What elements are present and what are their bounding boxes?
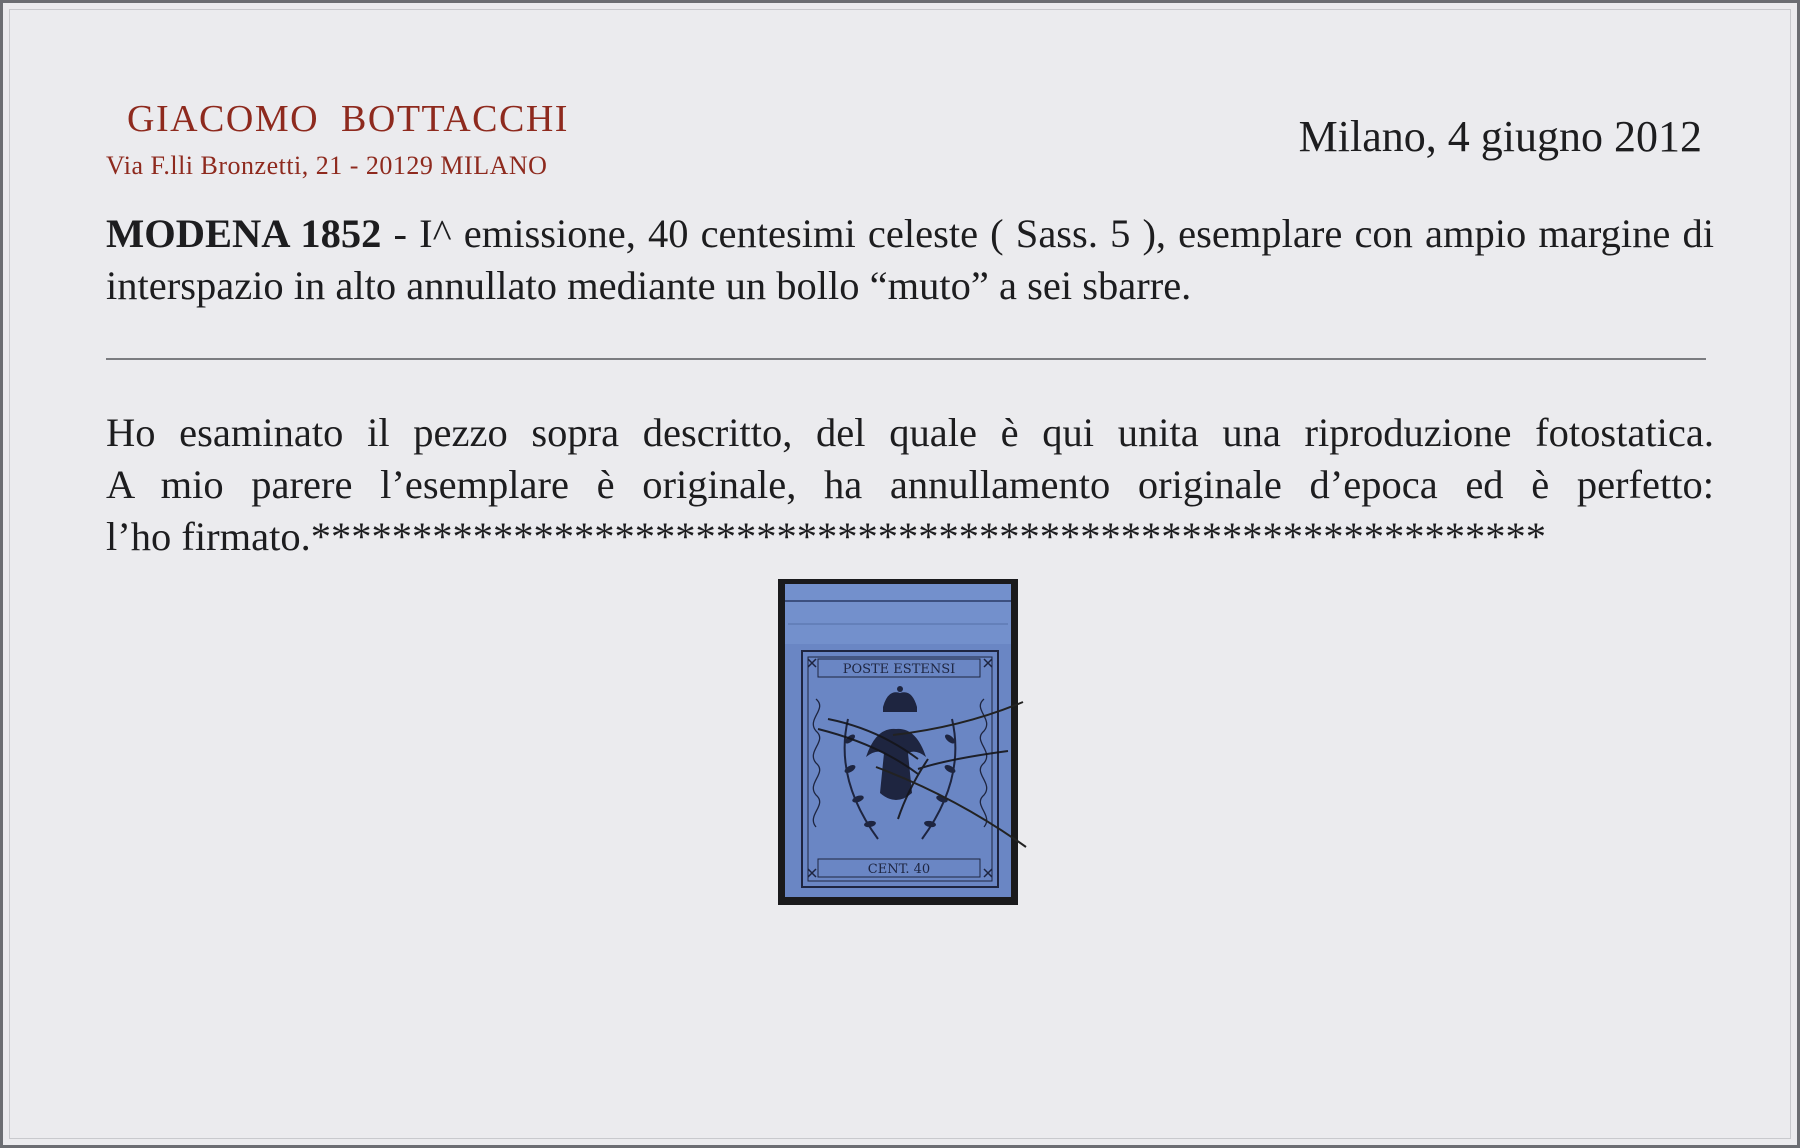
- stamp-description: [106, 208, 1714, 312]
- issuer-address: Via F.lli Bronzetti, 21 - 20129 MILANO: [106, 151, 548, 180]
- expert-opinion: [106, 407, 1714, 563]
- opinion-line-3: l’ho firmato.*************************************************************: [106, 514, 1546, 559]
- issuer-name: GIACOMO BOTTACCHI: [127, 98, 569, 140]
- certificate-date: Milano, 4 giugno 2012: [1298, 112, 1702, 161]
- section-divider: [106, 358, 1706, 360]
- description-lead: MODENA 1852: [106, 211, 382, 256]
- opinion-line-2: A mio parere l’esemplare è originale, ha annullamento originale d’epoca ed è perfetto:: [106, 462, 1714, 507]
- opinion-line-1: Ho esaminato il pezzo sopra descritto, del quale è qui unita una riproduzione fotostatica.: [106, 410, 1714, 455]
- description-text: - I^ emissione, 40 centesimi celeste ( Sass. 5 ), esemplare con ampio margine di interspazio in alto annullato mediante un bollo “muto” a sei sbarre.: [106, 211, 1714, 308]
- stamp-top-text: POSTE ESTENSI: [842, 662, 956, 677]
- stamp-bottom-text: CENT. 40: [867, 862, 931, 877]
- cancellation-lines: [863, 693, 1163, 863]
